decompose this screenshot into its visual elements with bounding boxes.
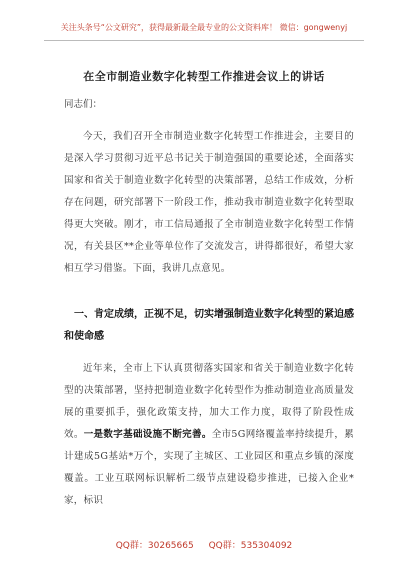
salutation: 同志们： [64,99,103,110]
promo-banner: 关注头条号“公文研究”，获得最新最全最专业的公文资料库！ 微信：gongwenyj [60,23,348,32]
paragraph-intro: 今天，我们召开全市制造业数字化转型工作推进会，主要目的是深入学习贯彻习近平总书记关于制造强国的重要论述，全面落实国家和省关于制造业数字化转型的决策部署，总结工作成效，分析存在问题，研究部署下一阶段工作，推动我市制造业数字化转型取得更大突破。刚才，市工信局通报了全市制造业数字化转型工作情况，有关县区**企业等单位作了交流发言，讲得都很好，希望大家相互学习借鉴。下面，我讲几点意见。 [64,131,354,274]
paragraph-text-a: 近年来，全市上下认真贯彻落实国家和省关于制造业数字化转型的决策部署，坚持把制造业数字化转型作为推动制造业高质量发展的重要抓手，强化政策支持，加大工作力度，取得了阶段性成效。 [64,363,354,440]
emphasis-point-1: 一是数字基础设施不断完善。 [83,429,212,440]
qq-group-2: QQ群：535304092 [208,541,293,551]
paragraph-text-b: 全市5G网络覆盖率持续提升，累计建成5G基站*万个，实现了主城区、工业园区和重点乡镇的深度覆盖。工业互联网标识解析二级节点建设稳步推进，已接入企业*家，标识 [64,429,354,506]
footer-contact [0,538,408,551]
header-divider [44,40,364,41]
qq-group-1: QQ群：30265665 [115,541,194,551]
section-heading-1: 一、肯定成绩，正视不足，切实增强制造业数字化转型的紧迫感和使命感 [64,309,354,342]
document-title: 在全市制造业数字化转型工作推进会议上的讲话 [83,70,325,83]
paragraph-achievements [64,358,354,512]
